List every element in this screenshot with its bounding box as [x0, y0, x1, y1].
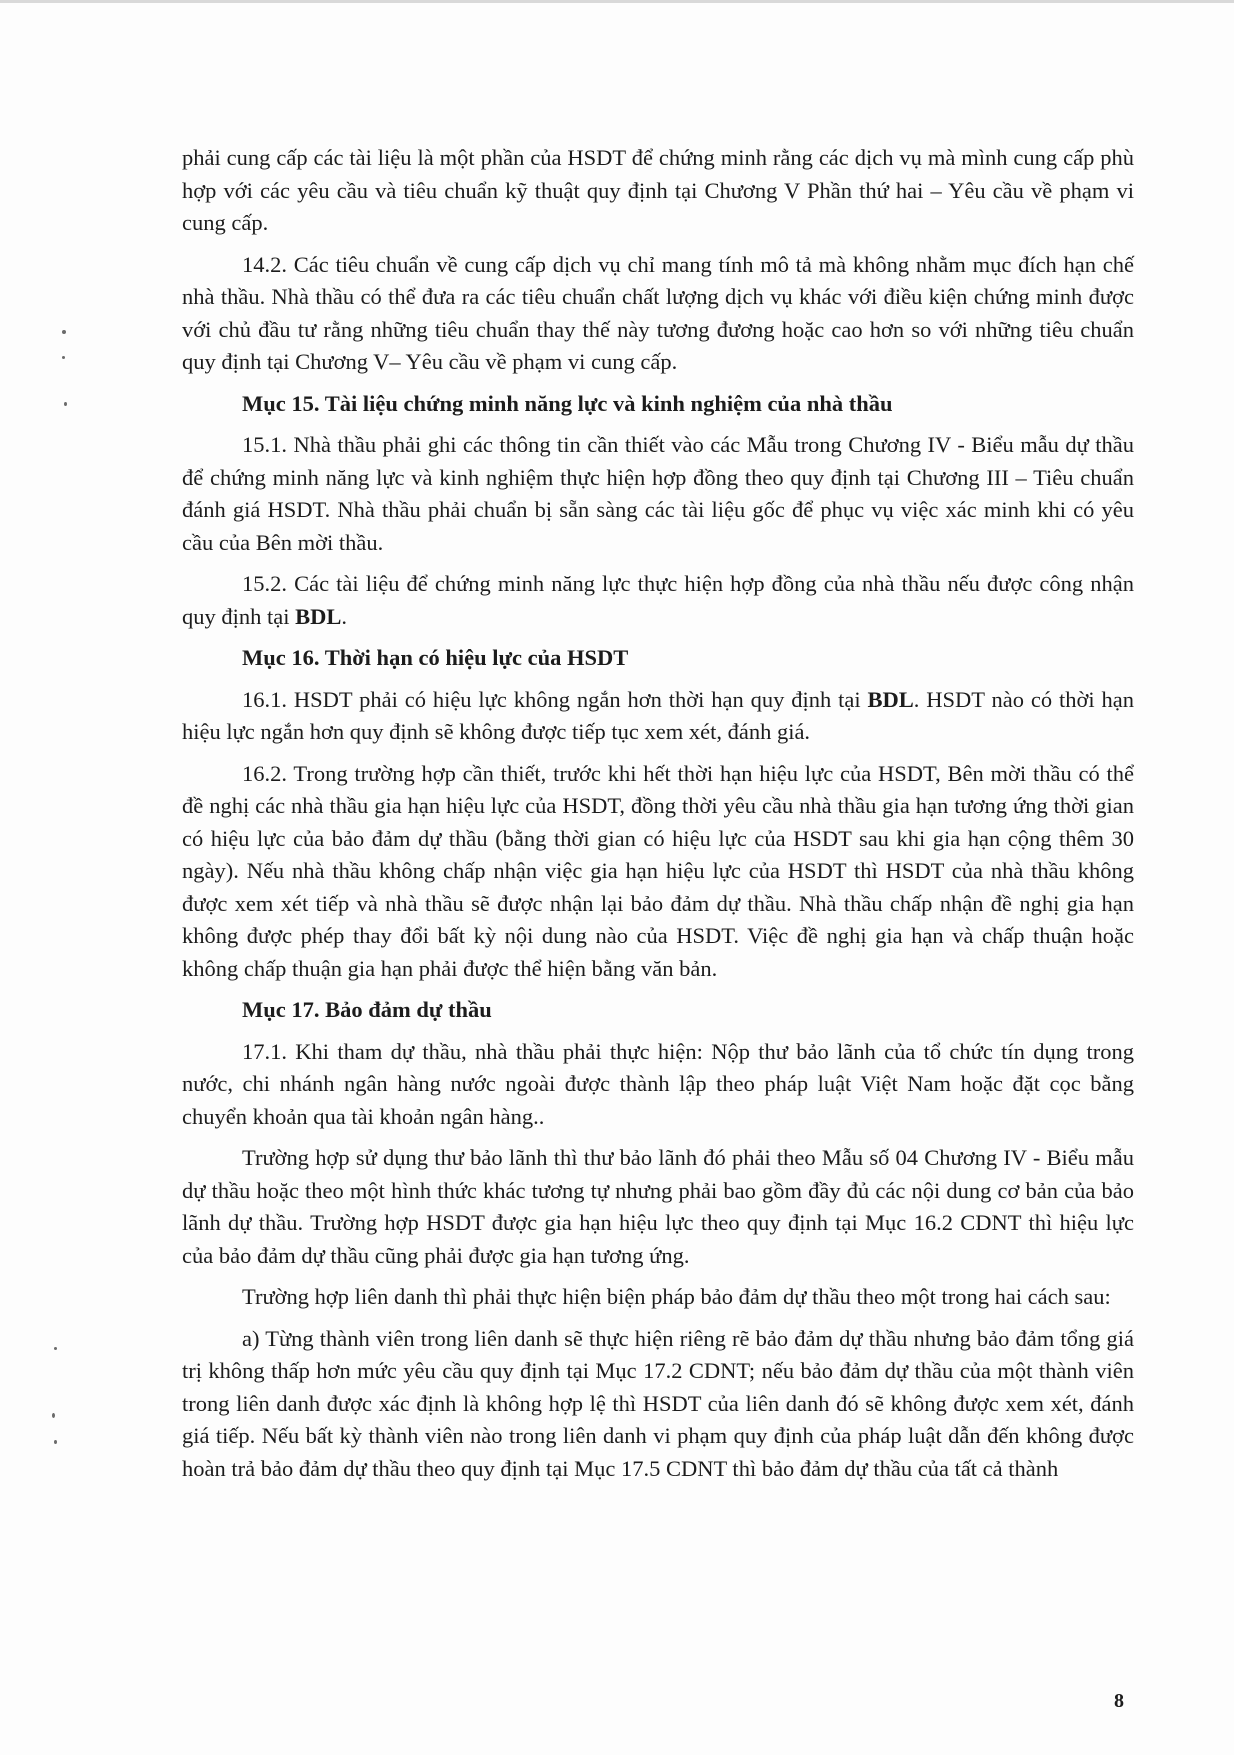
paragraph-text: 15.2. Các tài liệu để chứng minh năng lực thực hiện hợp đồng của nhà thầu nếu được công nhận quy định tại	[182, 571, 1134, 629]
paragraph-joint-venture: Trường hợp liên danh thì phải thực hiện biện pháp bảo đảm dự thầu theo một trong hai cách sau:	[242, 1284, 1111, 1309]
scan-speck	[54, 1347, 57, 1350]
scan-speck	[62, 356, 65, 359]
section-heading-15: Mục 15. Tài liệu chứng minh năng lực và kinh nghiệm của nhà thầu	[242, 390, 893, 416]
paragraph-17-1: 17.1. Khi tham dự thầu, nhà thầu phải thực hiện: Nộp thư bảo lãnh của tổ chức tín dụng trong nước, chi nhánh ngân hàng nước ngoài được thành lập theo pháp luật Việt Nam hoặc đặt cọc bằng chuyển khoản qua tài khoản ngân hàng..	[182, 1038, 1134, 1129]
paragraph-15-1: 15.1. Nhà thầu phải ghi các thông tin cần thiết vào các Mẫu trong Chương IV - Biểu mẫu dự thầu để chứng minh năng lực và kinh nghiệm thực hiện hợp đồng theo quy định tại Chương III – Tiêu chuẩn đánh giá HSDT. Nhà thầu phải chuẩn bị sẵn sàng các tài liệu gốc để phục vụ việc xác minh khi có yêu cầu của Bên mời thầu.	[182, 432, 1134, 555]
paragraph-15-2	[182, 568, 1134, 633]
scan-speck	[62, 330, 66, 334]
page-number: 8	[1114, 1690, 1124, 1712]
paragraph-text: .	[341, 603, 348, 629]
paragraph-16-2: 16.2. Trong trường hợp cần thiết, trước khi hết thời hạn hiệu lực của HSDT, Bên mời thầu có thể đề nghị các nhà thầu gia hạn hiệu lực của HSDT, đồng thời yêu cầu nhà thầu gia hạn tương ứng thời gian có hiệu lực của bảo đảm dự thầu (bằng thời gian có hiệu lực của HSDT sau khi gia hạn cộng thêm 30 ngày). Nếu nhà thầu không chấp nhận việc gia hạn hiệu lực của HSDT thì HSDT của nhà thầu không được xem xét tiếp và nhà thầu sẽ được nhận lại bảo đảm dự thầu. Nhà thầu chấp nhận đề nghị gia hạn không được phép thay đổi bất kỳ nội dung nào của HSDT. Việc đề nghị gia hạn và chấp thuận hoặc không chấp thuận gia hạn phải được thể hiện bằng văn bản.	[182, 760, 1134, 981]
paragraph-text: . HSDT nào có thời hạn hiệu lực ngắn hơn quy định sẽ không được tiếp tục xem xét, đánh giá.	[182, 686, 1134, 744]
scan-speck	[54, 1440, 57, 1444]
paragraph-continuation: phải cung cấp các tài liệu là một phần của HSDT để chứng minh rằng các dịch vụ mà mình cung cấp phù hợp với các yêu cầu và tiêu chuẩn kỹ thuật quy định tại Chương V Phần thứ hai – Yêu cầu về phạm vi cung cấp.	[182, 145, 1134, 235]
bdl-reference: BDL	[867, 686, 914, 712]
document-body	[182, 142, 1134, 1494]
paragraph-14-2: 14.2. Các tiêu chuẩn về cung cấp dịch vụ chỉ mang tính mô tả mà không nhằm mục đích hạn chế nhà thầu. Nhà thầu có thể đưa ra các tiêu chuẩn chất lượng dịch vụ khác với điều kiện chứng minh được với chủ đầu tư rằng những tiêu chuẩn thay thế này tương đương hoặc cao hơn so với những tiêu chuẩn quy định tại Chương V– Yêu cầu về phạm vi cung cấp.	[182, 251, 1134, 374]
scan-speck	[64, 402, 67, 406]
scan-speck	[52, 1413, 55, 1418]
paragraph-16-1	[182, 684, 1134, 749]
paragraph-guarantee-letter: Trường hợp sử dụng thư bảo lãnh thì thư bảo lãnh đó phải theo Mẫu số 04 Chương IV - Biểu mẫu dự thầu hoặc theo một hình thức khác tương tự nhưng phải bao gồm đầy đủ các nội dung cơ bản của bảo lãnh dự thầu. Trường hợp HSDT được gia hạn hiệu lực theo quy định tại Mục 16.2 CDNT thì hiệu lực của bảo đảm dự thầu cũng phải được gia hạn tương ứng.	[182, 1145, 1134, 1268]
paragraph-option-a: a) Từng thành viên trong liên danh sẽ thực hiện riêng rẽ bảo đảm dự thầu nhưng bảo đảm tổng giá trị không thấp hơn mức yêu cầu quy định tại Mục 17.2 CDNT; nếu bảo đảm dự thầu của một thành viên trong liên danh được xác định là không hợp lệ thì HSDT của liên danh đó sẽ không được xem xét, đánh giá tiếp. Nếu bất kỳ thành viên nào trong liên danh vi phạm quy định của pháp luật dẫn đến không được hoàn trả bảo đảm dự thầu theo quy định tại Mục 17.5 CDNT thì bảo đảm dự thầu của tất cả thành	[182, 1325, 1134, 1481]
section-heading-16: Mục 16. Thời hạn có hiệu lực của HSDT	[242, 645, 629, 670]
bdl-reference: BDL	[295, 603, 342, 629]
paragraph-text: 16.1. HSDT phải có hiệu lực không ngắn hơn thời hạn quy định tại	[242, 686, 868, 712]
section-heading-17: Mục 17. Bảo đảm dự thầu	[242, 997, 492, 1022]
scan-top-edge	[0, 0, 1234, 3]
